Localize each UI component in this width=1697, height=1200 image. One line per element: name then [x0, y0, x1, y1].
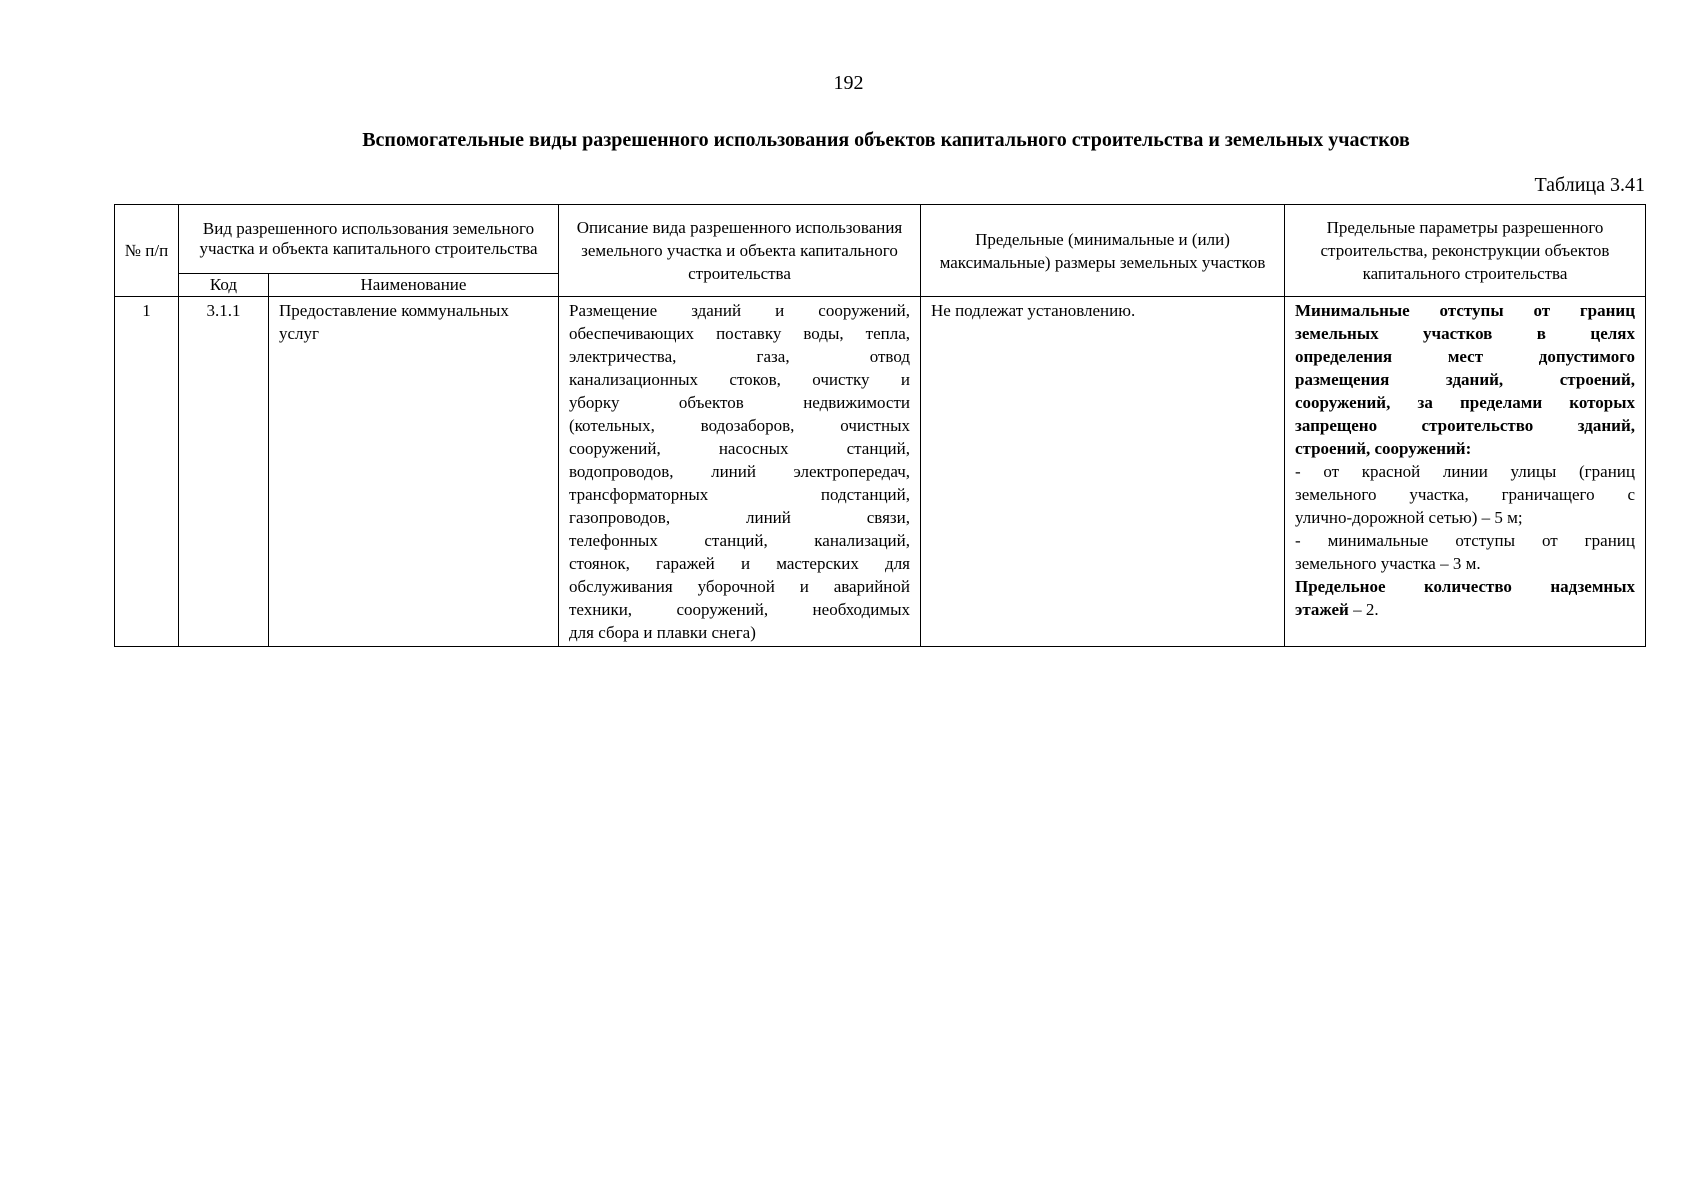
table-row: [115, 297, 1646, 647]
header-kod: Код: [179, 274, 269, 297]
row-parametry: Минимальные отступы от границ земельных участков в целях определения мест допустимого размещения зданий, строений, сооружений, за пределами которых запрещено строительство зданий, строений, сооружений: - от красной линии улицы (границ земельного участка, граничащего с улично-дорожной сетью) – 5 м; - минимальные отступы от границ земельного участка – 3 м. Предельное количество надземных этажей – 2.: [1285, 297, 1646, 647]
row-naimenovanie: Предоставление коммунальных услуг: [269, 297, 559, 647]
header-vid: Вид разрешенного использования земельного участка и объекта капитального строительства: [179, 205, 559, 274]
header-num: № п/п: [115, 205, 179, 297]
header-row: [115, 205, 1646, 274]
row-kod: 3.1.1: [179, 297, 269, 647]
document-title: Вспомогательные виды разрешенного использования объектов капитального строительства и земельных участков: [362, 129, 1410, 151]
page-number: 192: [833, 72, 864, 94]
row-num: 1: [115, 297, 179, 647]
header-opisanie: Описание вида разрешенного использования земельного участка и объекта капитального строительства: [559, 205, 921, 297]
table-caption: Таблица 3.41: [1534, 174, 1645, 196]
row-razmery: Не подлежат установлению.: [921, 297, 1285, 647]
header-naimenovanie: Наименование: [269, 274, 559, 297]
permitted-use-table: [114, 204, 1646, 647]
row-opisanie: Размещение зданий и сооружений, обеспечивающих поставку воды, тепла, электричества, газа, отвод канализационных стоков, очистку и уборку объектов недвижимости (котельных, водозаборов, очистных сооружений, насосных станций, водопроводов, линий электропередач, трансформаторных подстанций, газопроводов, линий связи, телефонных станций, канализаций, стоянок, гаражей и мастерских для обслуживания уборочной и аварийной техники, сооружений, необходимых для сбора и плавки снега): [559, 297, 921, 647]
header-parametry: Предельные параметры разрешенного строительства, реконструкции объектов капитального строительства: [1285, 205, 1646, 297]
header-razmery: Предельные (минимальные и (или) максимальные) размеры земельных участков: [921, 205, 1285, 297]
